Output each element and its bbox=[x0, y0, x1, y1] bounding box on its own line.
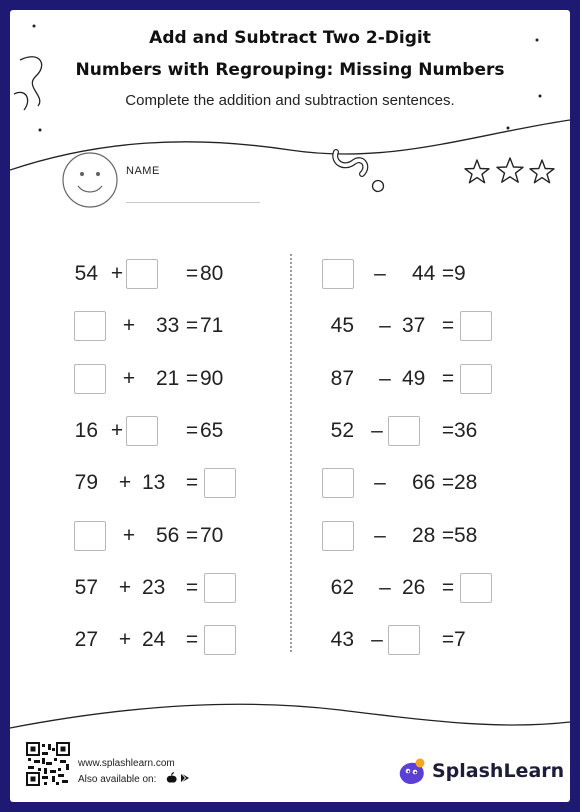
operand: 28 bbox=[412, 523, 436, 547]
answer-box[interactable] bbox=[460, 364, 492, 394]
page-title-line-1: Add and Subtract Two 2-Digit bbox=[149, 28, 431, 48]
operator: – bbox=[379, 575, 391, 599]
result: 71 bbox=[200, 314, 224, 338]
footer-available-text: Also available on: bbox=[78, 774, 157, 785]
equals-sign: = bbox=[441, 628, 455, 652]
equals-sign: = bbox=[185, 262, 199, 285]
operand: 62 bbox=[330, 575, 354, 599]
top-wave-line bbox=[10, 120, 570, 170]
operand: 13 bbox=[142, 471, 166, 495]
three-stars-icon bbox=[465, 158, 554, 183]
result: 65 bbox=[200, 418, 224, 442]
operand: 52 bbox=[330, 418, 354, 442]
operator: + bbox=[118, 575, 132, 599]
operand: 43 bbox=[330, 628, 354, 652]
equals-sign: = bbox=[441, 262, 455, 285]
answer-box[interactable] bbox=[204, 573, 236, 603]
equals-sign: = bbox=[441, 418, 455, 442]
operand: 26 bbox=[402, 575, 426, 599]
operator: + bbox=[110, 418, 124, 442]
operand: 16 bbox=[74, 418, 98, 442]
play-store-icon[interactable] bbox=[181, 773, 189, 783]
answer-box[interactable] bbox=[322, 521, 354, 551]
operand: 66 bbox=[412, 471, 436, 495]
operand: 23 bbox=[142, 575, 166, 599]
operator: – bbox=[374, 262, 386, 285]
result: 80 bbox=[200, 262, 224, 285]
operand: 45 bbox=[330, 314, 354, 338]
result: 28 bbox=[454, 471, 478, 495]
equals-sign: = bbox=[185, 418, 199, 442]
operand: 33 bbox=[156, 314, 180, 338]
equals-sign: = bbox=[441, 471, 455, 495]
answer-box[interactable] bbox=[126, 416, 158, 446]
bottom-wave-line bbox=[10, 704, 570, 728]
answer-box[interactable] bbox=[388, 416, 420, 446]
page-title-line-2: Numbers with Regrouping: Missing Numbers bbox=[75, 60, 505, 80]
result: 36 bbox=[454, 418, 478, 442]
operand: 54 bbox=[74, 262, 98, 285]
operator: + bbox=[122, 366, 136, 390]
apple-icon[interactable] bbox=[167, 773, 177, 783]
equals-sign: = bbox=[441, 314, 455, 338]
name-field-line[interactable] bbox=[126, 202, 260, 203]
worksheet bbox=[10, 10, 570, 802]
answer-box[interactable] bbox=[74, 364, 106, 394]
splashlearn-logo-icon bbox=[396, 756, 430, 788]
answer-box[interactable] bbox=[204, 625, 236, 655]
operand: 57 bbox=[74, 575, 98, 599]
answer-box[interactable] bbox=[74, 311, 106, 341]
equals-sign: = bbox=[185, 314, 199, 338]
result: 58 bbox=[454, 523, 478, 547]
operator: + bbox=[122, 523, 136, 547]
equals-sign: = bbox=[185, 366, 199, 390]
operand: 56 bbox=[156, 523, 180, 547]
operator: + bbox=[110, 262, 124, 285]
equals-sign: = bbox=[185, 575, 199, 599]
result: 90 bbox=[200, 366, 224, 390]
operator: + bbox=[122, 314, 136, 338]
footer-url[interactable]: www.splashlearn.com bbox=[78, 758, 175, 769]
answer-box[interactable] bbox=[322, 468, 354, 498]
column-divider bbox=[290, 254, 292, 652]
result: 9 bbox=[454, 262, 466, 285]
operand: 87 bbox=[330, 366, 354, 390]
store-icons bbox=[166, 772, 192, 787]
name-label: NAME bbox=[126, 165, 160, 177]
answer-box[interactable] bbox=[322, 259, 354, 289]
result: 70 bbox=[200, 523, 224, 547]
equals-sign: = bbox=[441, 523, 455, 547]
answer-box[interactable] bbox=[460, 311, 492, 341]
operator: + bbox=[118, 628, 132, 652]
equals-sign: = bbox=[185, 471, 199, 495]
smiley-face-icon bbox=[63, 153, 117, 207]
equals-sign: = bbox=[185, 628, 199, 652]
result: 7 bbox=[454, 628, 466, 652]
splashlearn-logo-text: SplashLearn bbox=[432, 760, 565, 782]
operator: + bbox=[118, 471, 132, 495]
operator: – bbox=[371, 418, 383, 442]
equals-sign: = bbox=[441, 575, 455, 599]
operator: – bbox=[379, 366, 391, 390]
instructions: Complete the addition and subtraction sentences. bbox=[125, 92, 455, 109]
equals-sign: = bbox=[185, 523, 199, 547]
operator: – bbox=[371, 628, 383, 652]
operand: 27 bbox=[74, 628, 98, 652]
operand: 49 bbox=[402, 366, 426, 390]
operator: – bbox=[374, 471, 386, 495]
operator: – bbox=[374, 523, 386, 547]
answer-box[interactable] bbox=[74, 521, 106, 551]
answer-box[interactable] bbox=[388, 625, 420, 655]
operator: – bbox=[379, 314, 391, 338]
answer-box[interactable] bbox=[460, 573, 492, 603]
answer-box[interactable] bbox=[126, 259, 158, 289]
operand: 21 bbox=[156, 366, 180, 390]
answer-box[interactable] bbox=[204, 468, 236, 498]
operand: 79 bbox=[74, 471, 98, 495]
operand: 24 bbox=[142, 628, 166, 652]
operand: 37 bbox=[402, 314, 426, 338]
ring-decoration bbox=[373, 181, 384, 192]
equals-sign: = bbox=[441, 366, 455, 390]
qr-code bbox=[26, 742, 70, 786]
splashlearn-logo bbox=[396, 756, 565, 788]
operand: 44 bbox=[412, 262, 436, 285]
